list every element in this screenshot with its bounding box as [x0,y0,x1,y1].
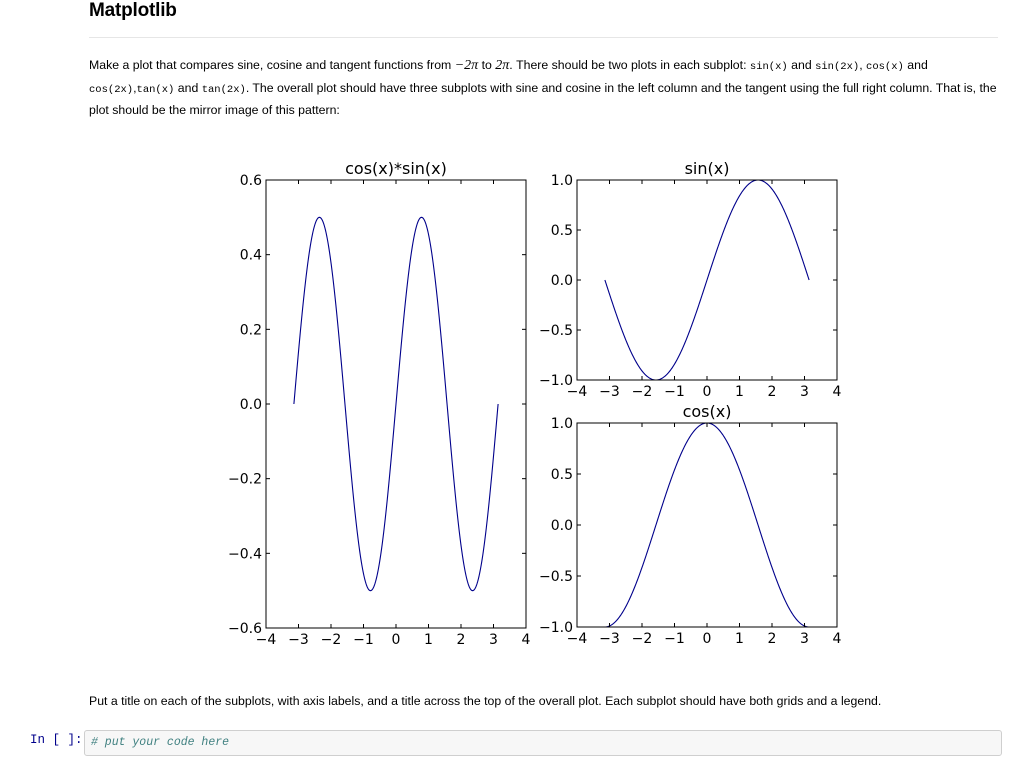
y-tick-label: 0.4 [239,247,262,264]
intro-text: . There should be two plots in each subplot: [509,58,750,72]
subplot-title: cos(x) [682,402,732,421]
y-tick-label: −1.0 [539,373,573,389]
y-tick-label: 1.0 [550,173,573,189]
y-tick-label: −0.4 [228,546,262,563]
x-tick-label: −1 [664,384,685,400]
intro-text: . The overall plot should have three subplots with sine and cosine in the left column and the tangent using the full right column. That is, the plot should be the mirror image of this pattern: [89,80,997,117]
x-tick-label: −2 [631,631,653,647]
series-line-sin [605,180,809,380]
y-tick-label: −0.2 [228,471,262,488]
axes-frame-cos [577,423,837,627]
intro-text: , [859,58,867,72]
intro-text: to [478,58,496,72]
y-tick-label: −0.6 [228,621,262,637]
x-tick-label: 2 [767,631,777,647]
intro-text: Make a plot that compares sine, cosine and tangent functions from [89,58,455,72]
y-tick-label: 0.2 [239,322,262,339]
x-tick-label: 1 [735,384,744,400]
math-2pi: 2π [495,58,510,73]
intro-text: and [903,58,928,72]
code-tan-x: tan(x) [136,83,175,96]
y-tick-label: −1.0 [539,620,573,636]
series-line-cos-sin [294,217,498,590]
y-tick-label: −0.5 [539,569,573,585]
code-tan-2x: tan(2x) [201,83,246,96]
x-tick-label: −2 [631,384,653,400]
y-tick-label: 0.0 [239,397,262,413]
x-tick-label: 1 [424,632,433,648]
x-tick-label: 2 [456,632,466,648]
code-cell-input[interactable] [84,730,1002,756]
intro-text: and [787,58,816,72]
x-tick-label: 0 [391,632,401,648]
y-tick-label: −0.5 [539,323,573,339]
math-neg-2pi: −2π [454,58,479,73]
x-tick-label: −4 [255,632,277,648]
x-tick-label: 4 [832,384,842,400]
x-tick-label: 3 [489,632,498,648]
y-tick-label: 1.0 [550,416,573,432]
cell-prompt: In [ ]: [30,733,83,747]
x-tick-label: −1 [353,632,374,648]
x-tick-label: 3 [800,384,809,400]
intro-text: and [174,80,202,95]
subplot-title: sin(x) [684,159,730,178]
subplot-title: cos(x)*sin(x) [345,159,447,178]
x-tick-label: −3 [599,631,620,647]
instructions-paragraph: Put a title on each of the subplots, with axis labels, and a title across the top of the overall plot. Each subplot should have both grids and a legend. [89,694,882,708]
page-title: Matplotlib [89,0,177,21]
x-tick-label: 1 [735,631,744,647]
x-tick-label: 3 [800,631,809,647]
x-tick-label: 4 [832,631,842,647]
y-tick-label: 0.0 [550,518,573,534]
y-tick-label: 0.0 [550,273,573,289]
code-sin-x: sin(x) [749,61,788,73]
code-cos-2x: cos(2x) [89,83,134,96]
code-cos-x: cos(x) [866,61,904,73]
x-tick-label: 2 [767,384,777,400]
y-tick-label: 0.5 [550,223,573,239]
x-tick-label: 0 [702,631,712,647]
x-tick-label: 4 [521,632,531,648]
x-tick-label: −3 [599,384,620,400]
x-tick-label: 0 [702,384,712,400]
y-tick-label: 0.6 [239,173,262,189]
x-tick-label: −4 [566,631,588,647]
code-comment: # put your code here [91,736,230,749]
code-sin-2x: sin(2x) [815,61,860,73]
x-tick-label: −1 [664,631,685,647]
y-tick-label: 0.5 [550,467,573,483]
intro-text: , [133,80,137,95]
x-tick-label: −2 [320,632,342,648]
series-line-cos [605,423,809,627]
x-tick-label: −4 [566,384,588,400]
x-tick-label: −3 [288,632,309,648]
